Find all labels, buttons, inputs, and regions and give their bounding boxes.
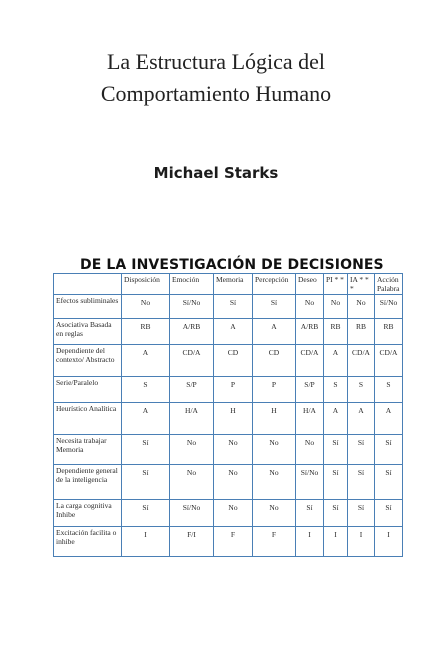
table-cell: No [253,500,296,527]
table-cell: No [122,295,170,319]
table-cell: I [324,527,348,557]
table-cell: F [253,527,296,557]
table-cell: H [253,403,296,435]
header-cell-3: Memoria [214,274,253,295]
table-cell: Sí [214,295,253,319]
table-header-row [54,274,403,295]
table-row [54,295,403,319]
table-cell: I [375,527,403,557]
table-cell: S/P [296,377,324,403]
table-cell: RB [122,319,170,345]
table-cell: S [122,377,170,403]
table-cell: Sí [296,500,324,527]
table-row [54,403,403,435]
table-cell: A [122,345,170,377]
table-cell: I [122,527,170,557]
table-cell: No [253,435,296,465]
table-cell: RB [324,319,348,345]
table-cell: Sí [122,465,170,500]
table-cell: S [375,377,403,403]
header-cell-5: Deseo [296,274,324,295]
table-cell: A [253,319,296,345]
table-cell: Sí [348,465,375,500]
table-cell: A/RB [296,319,324,345]
table-cell: Sí/No [170,500,214,527]
table-cell: A [375,403,403,435]
table-cell: Sí [348,500,375,527]
row-label: Dependiente general de la inteligencia [54,465,122,500]
table-cell: Sí [348,435,375,465]
table-cell: Sí [122,435,170,465]
table-cell: No [296,435,324,465]
row-label: Dependiente del contexto/ Abstracto [54,345,122,377]
table-cell: Sí/No [375,295,403,319]
table-cell: H [214,403,253,435]
table-cell: CD/A [375,345,403,377]
table-cell: Sí [122,500,170,527]
table-cell: No [296,295,324,319]
table-cell: S [324,377,348,403]
table-cell: A [324,403,348,435]
table-row [54,500,403,527]
row-label: Heurístico Analítica [54,403,122,435]
table-cell: CD/A [348,345,375,377]
author-name: Michael Starks [153,164,279,182]
header-cell-8: Acción Palabra [375,274,403,295]
table-row [54,345,403,377]
table-cell: P [253,377,296,403]
row-label: Efectos subliminales [54,295,122,319]
title-line-1: La Estructura Lógica del [106,49,326,74]
table-cell: RB [348,319,375,345]
table-cell: Sí/No [296,465,324,500]
decision-table [53,273,403,557]
title-line-2: Comportamiento Humano [100,81,332,106]
table-cell: No [170,435,214,465]
table-cell: CD [253,345,296,377]
table-cell: No [348,295,375,319]
table-cell: Sí [324,435,348,465]
header-cell-0 [54,274,122,295]
table-cell: A [122,403,170,435]
row-label: Excitación facilita o inhibe [54,527,122,557]
table-cell: H/A [170,403,214,435]
row-label: Serie/Paralelo [54,377,122,403]
row-label: La carga cognitiva Inhibe [54,500,122,527]
table-cell: Sí [324,465,348,500]
table-cell: No [214,465,253,500]
table-cell: No [324,295,348,319]
header-cell-1: Disposición [122,274,170,295]
table-row [54,527,403,557]
header-cell-6: PI * * [324,274,348,295]
table-cell: CD/A [296,345,324,377]
table-row [54,377,403,403]
table-cell: Sí [324,500,348,527]
table-row [54,465,403,500]
table-cell: Sí/No [170,295,214,319]
table-cell: F/I [170,527,214,557]
table-cell: S [348,377,375,403]
table-cell: A [348,403,375,435]
table-cell: A [324,345,348,377]
header-cell-7: IA * * * [348,274,375,295]
table-cell: No [170,465,214,500]
table-cell: I [348,527,375,557]
table-cell: Sí [375,465,403,500]
row-label: Asociativa Basada en reglas [54,319,122,345]
table-cell: CD/A [170,345,214,377]
table-cell: H/A [296,403,324,435]
header-cell-4: Percepción [253,274,296,295]
table-cell: A [214,319,253,345]
table-cell: Sí [375,500,403,527]
table-cell: No [253,465,296,500]
table-row [54,435,403,465]
table-cell: CD [214,345,253,377]
table-cell: F [214,527,253,557]
table-cell: No [214,500,253,527]
header-cell-2: Emoción [170,274,214,295]
table-cell: Sí [375,435,403,465]
table-subtitle: DE LA INVESTIGACIÓN DE DECISIONES [80,257,384,273]
table-cell: Sí [253,295,296,319]
table-cell: S/P [170,377,214,403]
table-cell: RB [375,319,403,345]
table-cell: A/RB [170,319,214,345]
table-cell: No [214,435,253,465]
book-title [0,46,432,110]
table-cell: I [296,527,324,557]
table-row [54,319,403,345]
row-label: Necesita trabajar Memoria [54,435,122,465]
table-cell: P [214,377,253,403]
